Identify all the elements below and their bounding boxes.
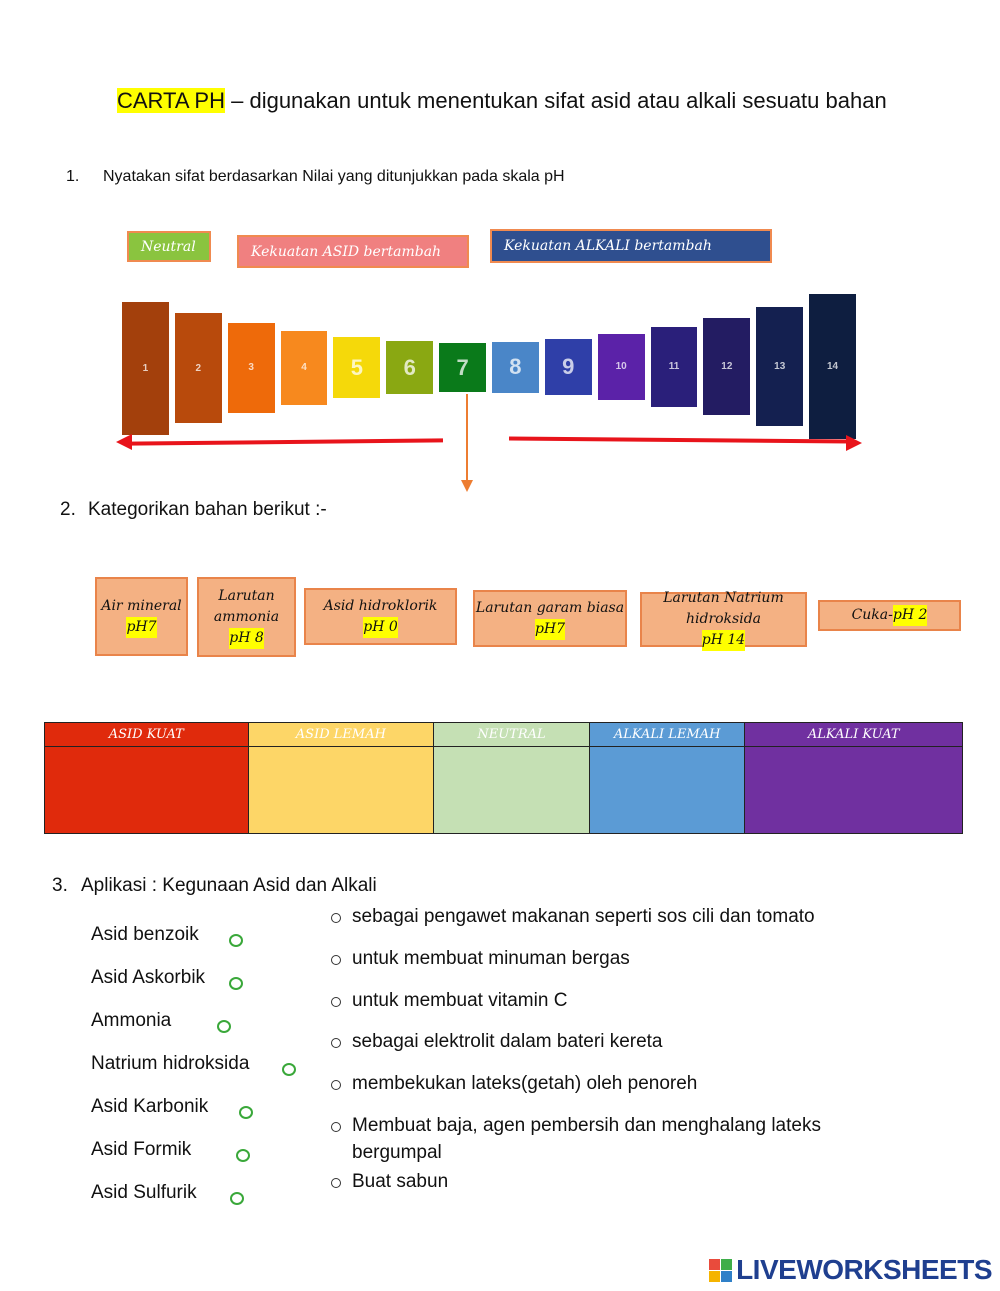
label-asid: Kekuatan ASID bertambah	[237, 235, 469, 268]
match-dot-right[interactable]	[331, 913, 341, 923]
substance-card[interactable]	[473, 590, 627, 647]
substance-label: Asid benzoik	[91, 924, 199, 945]
ph-number: 10	[615, 361, 627, 373]
match-dot-right[interactable]	[331, 1178, 341, 1188]
substance-card[interactable]	[640, 592, 807, 647]
ph-number: 13	[774, 361, 786, 373]
category-table	[44, 722, 963, 834]
substance-label: Asid Sulfurik	[91, 1182, 197, 1203]
ph-band	[703, 318, 750, 415]
ph-number: 11	[668, 361, 680, 373]
right-arrowhead-icon	[846, 435, 862, 451]
use-label: Buat sabun	[352, 1171, 449, 1192]
q2-text: Kategorikan bahan berikut :-	[88, 499, 327, 520]
ph-band	[175, 313, 222, 423]
ph-band	[809, 294, 856, 439]
right-arrow	[509, 437, 849, 444]
category-header: ALKALI KUAT	[745, 723, 962, 747]
category-column[interactable]	[745, 723, 962, 833]
ph-band	[333, 337, 380, 399]
liveworksheets-logo	[709, 1254, 992, 1286]
match-dot-left[interactable]	[282, 1063, 296, 1076]
ph-band	[598, 334, 645, 400]
substance-card[interactable]	[304, 588, 457, 645]
label-alkali: Kekuatan ALKALI bertambah	[490, 229, 772, 263]
substance-card[interactable]	[95, 577, 188, 656]
ph-number: 2	[195, 362, 202, 374]
ph-band	[386, 341, 433, 395]
match-dot-left[interactable]	[229, 934, 243, 947]
q3-text: Aplikasi : Kegunaan Asid dan Alkali	[81, 875, 377, 896]
use-label: membekukan lateks(getah) oleh penoreh	[352, 1073, 698, 1094]
q2-number: 2.	[60, 499, 76, 520]
q1-text: Nyatakan sifat berdasarkan Nilai yang ditunjukkan pada skala pH	[103, 168, 565, 185]
ph-band	[228, 323, 275, 413]
ph-number: 8	[509, 354, 522, 380]
category-header: ASID LEMAH	[249, 723, 434, 747]
card-name: Larutan Natrium hidroksida	[663, 590, 784, 627]
category-header: ALKALI LEMAH	[590, 723, 745, 747]
substance-label: Asid Askorbik	[91, 967, 206, 988]
match-dot-left[interactable]	[239, 1106, 253, 1119]
ph-band	[122, 302, 169, 436]
ph-number: 14	[827, 360, 839, 372]
left-arrow	[128, 438, 443, 445]
label-neutral: Neutral	[127, 231, 211, 262]
title-text: – digunakan untuk menentukan sifat asid atau alkali sesuatu bahan	[225, 88, 887, 113]
match-dot-right[interactable]	[331, 955, 341, 965]
match-dot-right[interactable]	[331, 1080, 341, 1090]
use-label: sebagai elektrolit dalam bateri kereta	[352, 1031, 663, 1052]
substance-label: Asid Formik	[91, 1139, 192, 1160]
category-column[interactable]	[45, 723, 249, 833]
card-ph: pH 8	[229, 628, 264, 649]
use-label: untuk membuat minuman bergas	[352, 948, 630, 969]
ph-band	[439, 343, 486, 393]
substance-label: Natrium hidroksida	[91, 1053, 250, 1074]
ph-number: 6	[403, 354, 416, 380]
card-ph: pH 0	[363, 617, 398, 638]
left-arrowhead-icon	[116, 434, 132, 450]
ph-band	[651, 327, 698, 407]
down-arrow	[466, 394, 468, 482]
ph-band	[281, 331, 328, 405]
match-dot-left[interactable]	[217, 1020, 231, 1033]
match-dot-right[interactable]	[331, 997, 341, 1007]
ph-number: 7	[456, 354, 469, 380]
substance-card[interactable]	[197, 577, 296, 657]
card-ph: pH 2	[893, 605, 928, 626]
substance-label: Ammonia	[91, 1010, 172, 1031]
match-dot-left[interactable]	[229, 977, 243, 990]
use-label: sebagai pengawet makanan seperti sos cili dan tomato	[352, 906, 815, 927]
down-arrowhead-icon	[461, 480, 473, 492]
logo-text: LIVEWORKSHEETS	[736, 1254, 992, 1285]
category-column[interactable]	[249, 723, 435, 833]
match-dot-right[interactable]	[331, 1122, 341, 1132]
card-name: Air mineral	[101, 597, 182, 614]
ph-number: 4	[301, 362, 307, 374]
category-column[interactable]	[434, 723, 590, 833]
use-label: untuk membuat vitamin C	[352, 990, 568, 1011]
category-header: NEUTRAL	[434, 723, 589, 747]
card-name: Asid hidroklorik	[323, 597, 438, 614]
match-dot-left[interactable]	[230, 1192, 244, 1205]
card-name: Larutan garam biasa	[475, 599, 625, 616]
ph-number: 1	[142, 362, 149, 374]
page-title	[117, 84, 897, 118]
ph-number: 3	[248, 362, 254, 374]
ph-number: 12	[721, 361, 733, 373]
use-label: Membuat baja, agen pembersih dan menghalang lateks bergumpal	[352, 1115, 821, 1163]
substance-label: Asid Karbonik	[91, 1096, 209, 1117]
ph-band	[492, 342, 539, 392]
category-column[interactable]	[590, 723, 746, 833]
ph-band	[545, 339, 592, 395]
ph-number: 9	[562, 354, 575, 380]
card-ph: pH 14	[702, 630, 745, 651]
q1-number: 1.	[66, 168, 80, 185]
card-ph: pH7	[535, 619, 565, 640]
ph-band	[756, 307, 803, 426]
substance-card[interactable]	[818, 600, 961, 631]
logo-icon	[709, 1259, 732, 1282]
match-dot-right[interactable]	[331, 1038, 341, 1048]
ph-number: 5	[350, 354, 363, 380]
card-ph: pH7	[126, 617, 156, 638]
title-highlight: CARTA PH	[117, 88, 225, 113]
q3-number: 3.	[52, 875, 68, 896]
card-name: Larutan ammonia	[213, 587, 280, 625]
category-header: ASID KUAT	[45, 723, 248, 747]
card-name: Cuka-	[851, 607, 893, 623]
match-dot-left[interactable]	[236, 1149, 250, 1162]
